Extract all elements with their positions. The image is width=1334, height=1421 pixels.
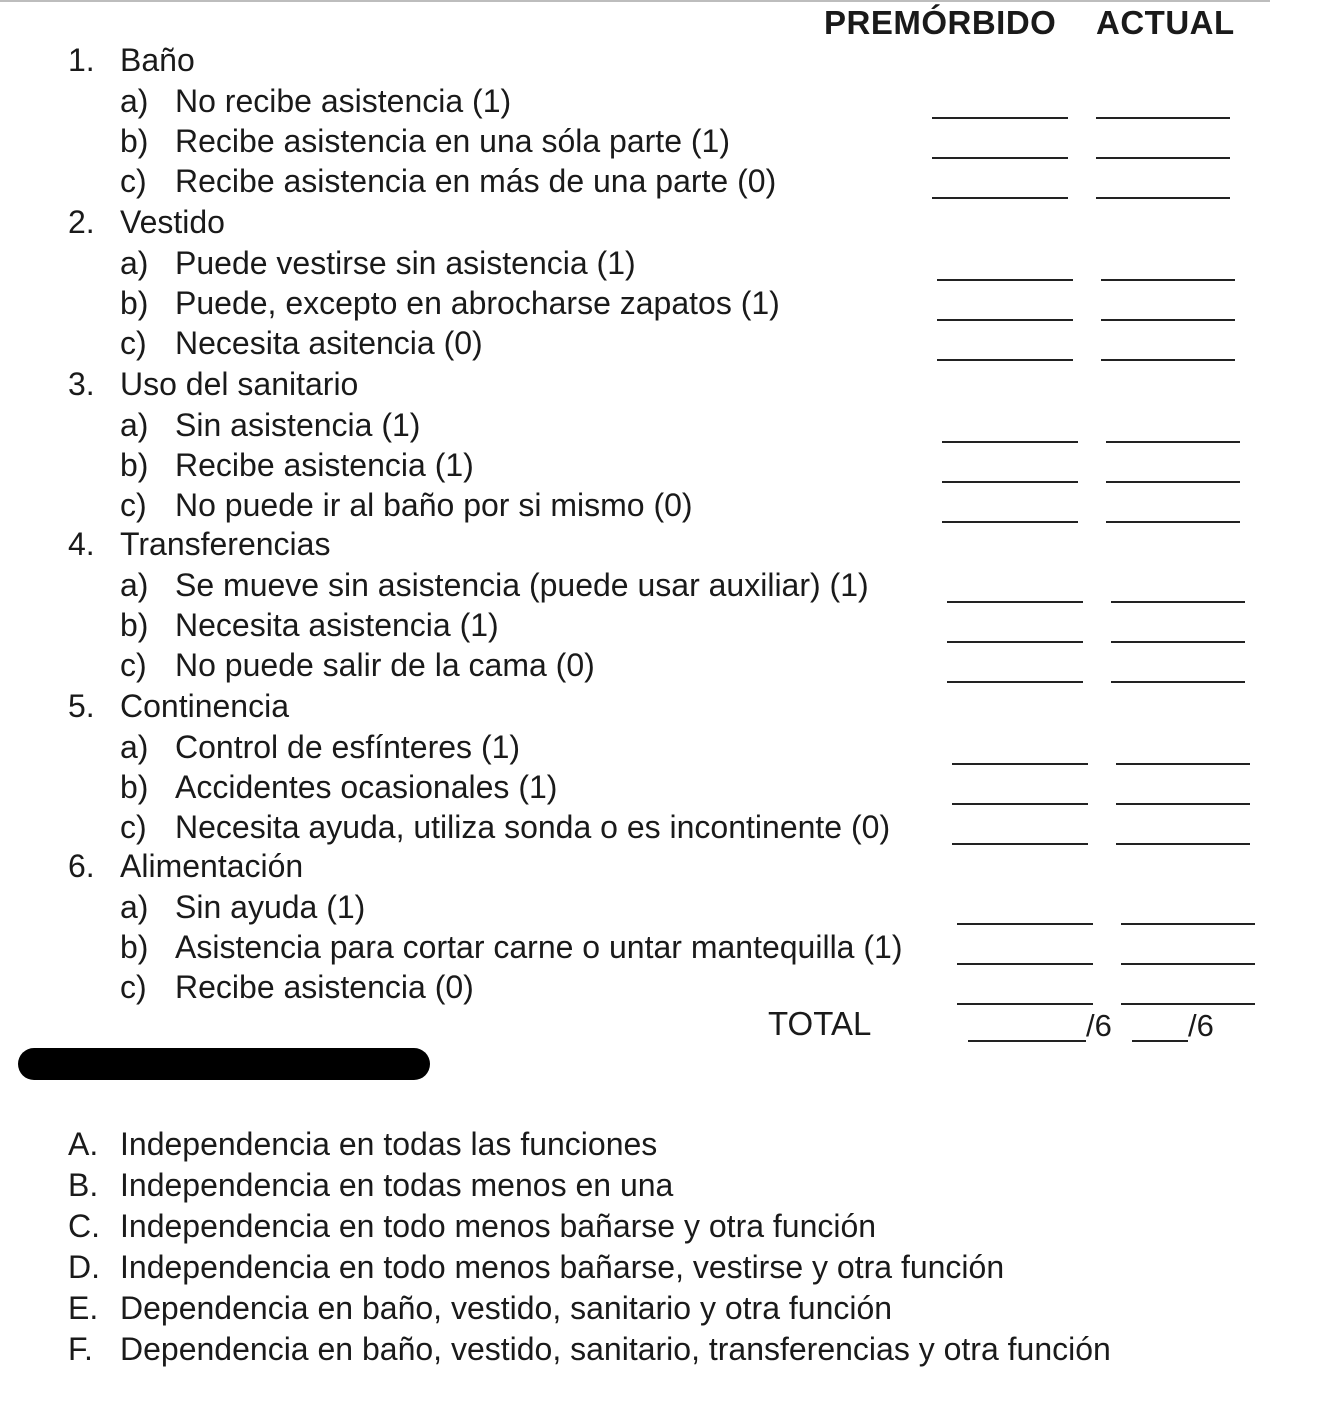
actual-score-blank[interactable] — [1096, 157, 1230, 159]
premorbid-score-blank[interactable] — [952, 763, 1088, 765]
premorbid-score-blank[interactable] — [937, 359, 1073, 361]
section-title: Alimentación — [120, 848, 304, 884]
option-text: No recibe asistencia (1) — [175, 83, 512, 119]
column-header-premorbid: PREMÓRBIDO — [824, 4, 1057, 41]
option-row — [120, 485, 693, 525]
premorbid-score-blank[interactable] — [942, 441, 1078, 443]
section-heading — [68, 364, 358, 404]
premorbid-score-blank[interactable] — [937, 319, 1073, 321]
option-text: Necesita ayuda, utiliza sonda o es incontinente (0) — [175, 809, 891, 845]
option-row — [120, 323, 483, 363]
premorbid-score-blank[interactable] — [932, 117, 1068, 119]
option-row — [120, 807, 890, 847]
top-rule — [0, 0, 1270, 2]
classification-item — [68, 1247, 1004, 1287]
option-letter: a) — [120, 245, 149, 281]
option-row — [120, 161, 776, 201]
section-heading — [68, 202, 225, 242]
actual-score-blank[interactable] — [1101, 279, 1235, 281]
section-number: 4. — [68, 526, 95, 562]
redacted-heading — [18, 1048, 430, 1080]
option-text: Recibe asistencia (0) — [175, 969, 474, 1005]
premorbid-score-blank[interactable] — [952, 803, 1088, 805]
total-actual-suffix: /6 — [1188, 1008, 1214, 1043]
section-title: Vestido — [120, 204, 225, 240]
premorbid-score-blank[interactable] — [947, 681, 1083, 683]
section-title: Continencia — [120, 688, 289, 724]
option-row — [120, 767, 557, 807]
option-text: Recibe asistencia en más de una parte (0) — [175, 163, 777, 199]
classification-item — [68, 1124, 657, 1164]
classification-text: Independencia en todo menos bañarse, vestirse y otra función — [120, 1249, 1005, 1285]
option-row — [120, 283, 780, 323]
option-row — [120, 405, 420, 445]
option-letter: a) — [120, 889, 149, 925]
actual-score-blank[interactable] — [1106, 521, 1240, 523]
option-text: Recibe asistencia en una sóla parte (1) — [175, 123, 730, 159]
actual-score-blank[interactable] — [1106, 481, 1240, 483]
premorbid-score-blank[interactable] — [942, 481, 1078, 483]
option-letter: c) — [120, 325, 147, 361]
premorbid-score-blank[interactable] — [937, 279, 1073, 281]
option-row — [120, 565, 869, 605]
option-letter: c) — [120, 163, 147, 199]
classification-text: Independencia en todo menos bañarse y otra función — [120, 1208, 877, 1244]
premorbid-score-blank[interactable] — [957, 923, 1093, 925]
option-letter: c) — [120, 487, 147, 523]
classification-text: Dependencia en baño, vestido, sanitario y otra función — [120, 1290, 893, 1326]
option-letter: a) — [120, 407, 149, 443]
classification-item — [68, 1329, 1111, 1369]
column-header-actual: ACTUAL — [1096, 4, 1235, 41]
option-text: Sin ayuda (1) — [175, 889, 366, 925]
actual-score-blank[interactable] — [1096, 117, 1230, 119]
option-letter: b) — [120, 285, 149, 321]
option-text: Accidentes ocasionales (1) — [175, 769, 558, 805]
option-letter: c) — [120, 809, 147, 845]
option-letter: c) — [120, 969, 147, 1005]
section-heading — [68, 686, 289, 726]
classification-letter: B. — [68, 1167, 99, 1203]
option-text: Necesita asistencia (1) — [175, 607, 499, 643]
actual-score-blank[interactable] — [1096, 197, 1230, 199]
premorbid-score-blank[interactable] — [947, 601, 1083, 603]
classification-item — [68, 1288, 892, 1328]
total-actual-blank[interactable] — [1132, 1040, 1188, 1042]
option-letter: b) — [120, 123, 149, 159]
section-number: 6. — [68, 848, 95, 884]
option-text: Puede vestirse sin asistencia (1) — [175, 245, 636, 281]
option-row — [120, 967, 474, 1007]
option-letter: b) — [120, 929, 149, 965]
option-text: Asistencia para cortar carne o untar mantequilla (1) — [175, 929, 903, 965]
classification-letter: F. — [68, 1331, 93, 1367]
option-text: No puede ir al baño por si mismo (0) — [175, 487, 693, 523]
actual-score-blank[interactable] — [1111, 681, 1245, 683]
actual-score-blank[interactable] — [1111, 641, 1245, 643]
actual-score-blank[interactable] — [1121, 923, 1255, 925]
actual-score-blank[interactable] — [1106, 441, 1240, 443]
option-row — [120, 645, 595, 685]
option-row — [120, 243, 636, 283]
section-number: 5. — [68, 688, 95, 724]
option-row — [120, 121, 730, 161]
section-number: 3. — [68, 366, 95, 402]
option-row — [120, 927, 902, 967]
option-letter: c) — [120, 647, 147, 683]
option-row — [120, 445, 474, 485]
option-text: Recibe asistencia (1) — [175, 447, 474, 483]
option-row — [120, 727, 520, 767]
option-letter: a) — [120, 83, 149, 119]
option-row — [120, 81, 511, 121]
actual-score-blank[interactable] — [1121, 963, 1255, 965]
classification-letter: D. — [68, 1249, 100, 1285]
premorbid-score-blank[interactable] — [932, 197, 1068, 199]
option-letter: a) — [120, 729, 149, 765]
section-title: Baño — [120, 42, 195, 78]
option-letter: b) — [120, 607, 149, 643]
actual-score-blank[interactable] — [1121, 1003, 1255, 1005]
premorbid-score-blank[interactable] — [932, 157, 1068, 159]
actual-score-blank[interactable] — [1101, 319, 1235, 321]
option-text: Se mueve sin asistencia (puede usar auxiliar) (1) — [175, 567, 869, 603]
section-number: 2. — [68, 204, 95, 240]
actual-score-blank[interactable] — [1116, 763, 1250, 765]
classification-item — [68, 1206, 876, 1246]
classification-text: Dependencia en baño, vestido, sanitario, transferencias y otra función — [120, 1331, 1111, 1367]
option-text: Control de esfínteres (1) — [175, 729, 521, 765]
actual-score-blank[interactable] — [1111, 601, 1245, 603]
premorbid-score-blank[interactable] — [957, 963, 1093, 965]
option-letter: b) — [120, 447, 149, 483]
premorbid-score-blank[interactable] — [942, 521, 1078, 523]
classification-text: Independencia en todas menos en una — [120, 1167, 674, 1203]
classification-letter: E. — [68, 1290, 99, 1326]
section-heading — [68, 524, 330, 564]
premorbid-score-blank[interactable] — [947, 641, 1083, 643]
section-number: 1. — [68, 42, 95, 78]
section-heading — [68, 40, 195, 80]
classification-letter: C. — [68, 1208, 100, 1244]
total-label: TOTAL — [768, 1005, 872, 1042]
option-row — [120, 887, 365, 927]
classification-item — [68, 1165, 673, 1205]
total-premorbid-suffix: /6 — [1086, 1008, 1112, 1043]
premorbid-score-blank[interactable] — [957, 1003, 1093, 1005]
option-text: No puede salir de la cama (0) — [175, 647, 595, 683]
option-text: Sin asistencia (1) — [175, 407, 421, 443]
classification-letter: A. — [68, 1126, 99, 1162]
option-letter: a) — [120, 567, 149, 603]
section-title: Transferencias — [120, 526, 331, 562]
option-letter: b) — [120, 769, 149, 805]
actual-score-blank[interactable] — [1101, 359, 1235, 361]
option-text: Necesita asitencia (0) — [175, 325, 483, 361]
actual-score-blank[interactable] — [1116, 803, 1250, 805]
premorbid-score-blank[interactable] — [952, 843, 1088, 845]
option-text: Puede, excepto en abrocharse zapatos (1) — [175, 285, 780, 321]
classification-text: Independencia en todas las funciones — [120, 1126, 658, 1162]
section-title: Uso del sanitario — [120, 366, 359, 402]
actual-score-blank[interactable] — [1116, 843, 1250, 845]
section-heading — [68, 846, 303, 886]
option-row — [120, 605, 499, 645]
total-premorbid-blank[interactable] — [968, 1040, 1086, 1042]
